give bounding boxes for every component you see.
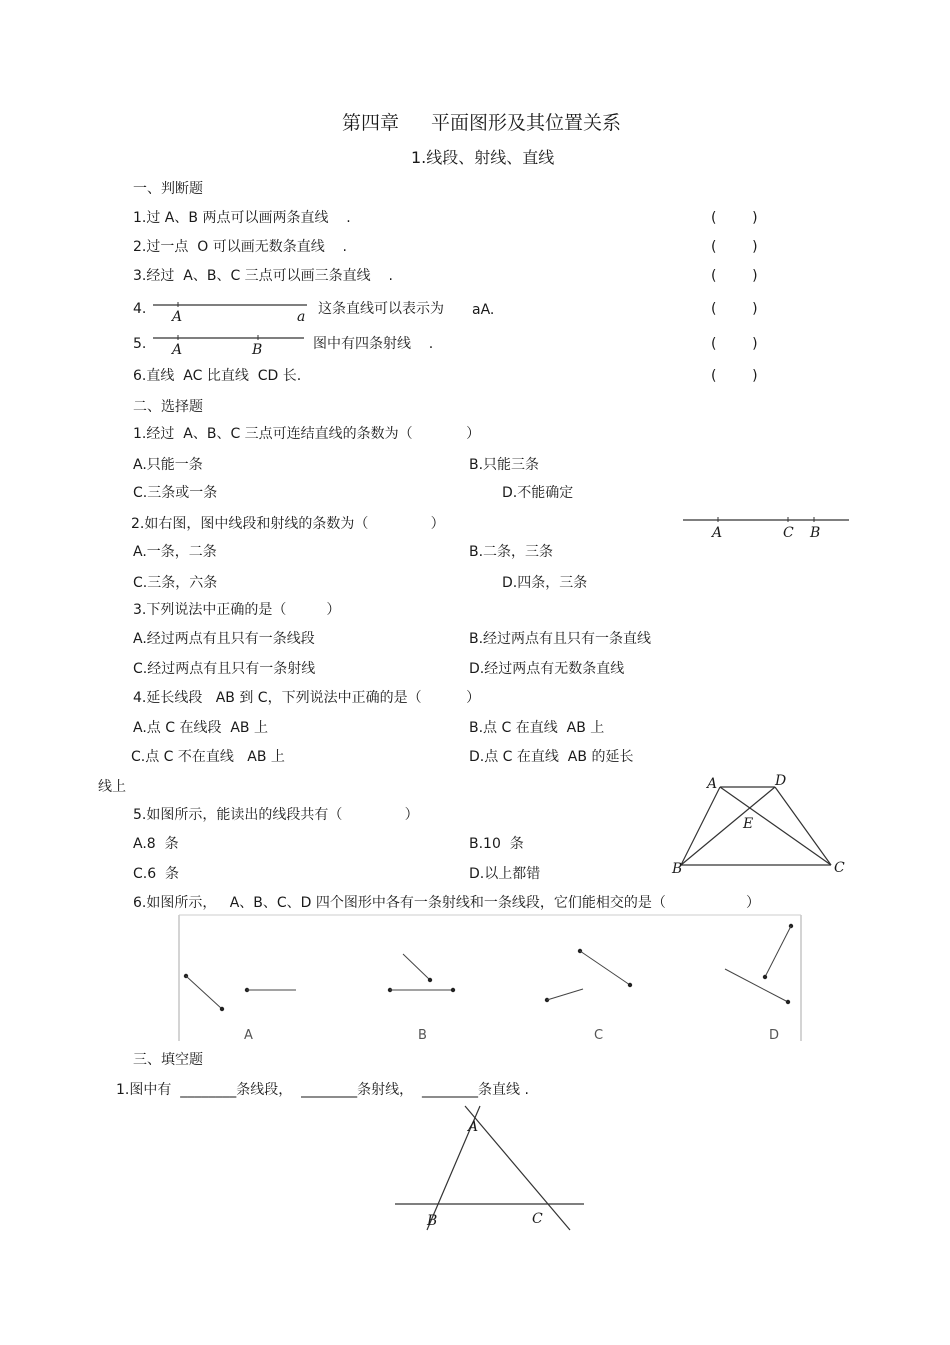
choice-q1-option-a: A.只能一条 (133, 457, 203, 473)
choice-q3-option-d: D.经过两点有无数条直线 (469, 661, 625, 677)
choice-q1-option-d: D.不能确定 (502, 485, 574, 501)
part1-heading: 一、判断题 (133, 181, 203, 197)
judge-q5-bracket: ( ) (711, 336, 758, 352)
fill-q1: 1.图中有 ________条线段， ________条射线， ________条直线 . (116, 1082, 529, 1098)
judge-q4-number: 4. (133, 301, 147, 317)
choice-q1-option-c: C.三条或一条 (133, 485, 218, 501)
choice-q1-option-b: B.只能三条 (469, 457, 540, 473)
choice-q4-option-d: D.点 C 在直线 AB 的延长 (469, 749, 634, 765)
choice-q3-option-b: B.经过两点有且只有一条直线 (469, 631, 652, 647)
label-point-a: A (172, 309, 183, 325)
choice-q3-option-a: A.经过两点有且只有一条线段 (133, 631, 315, 647)
label-line-a: a (297, 309, 306, 325)
choice-q4-option-c: C.点 C 不在直线 AB 上 (131, 749, 285, 765)
panel-c (545, 949, 632, 1043)
panel-d-label: D (769, 1028, 780, 1043)
judge-q5-line-figure (150, 330, 310, 360)
label-point-d: D (775, 773, 787, 789)
judge-q4-bracket: ( ) (711, 301, 758, 317)
judge-q1-bracket: ( ) (711, 210, 758, 226)
judge-q5-text: 图中有四条射线 . (313, 336, 434, 352)
choice-q5: 5.如图所示，能读出的线段共有（ ） (133, 807, 419, 823)
section-title: 1.线段、射线、直线 (411, 148, 555, 167)
choice-q2-option-b: B.二条，三条 (469, 544, 554, 560)
label-point-a: A (707, 776, 718, 792)
judge-q6-bracket: ( ) (711, 368, 758, 384)
judge-q5-number: 5. (133, 336, 147, 352)
choice-q4-option-b: B.点 C 在直线 AB 上 (469, 720, 605, 736)
panel-d (725, 924, 793, 1043)
choice-q2-option-a: A.一条，二条 (133, 544, 217, 560)
chapter-number: 第四章 (342, 112, 400, 134)
label-point-c: C (532, 1211, 543, 1227)
judge-q4-notation: aA. (472, 302, 495, 318)
judge-q2: 2.过一点 O 可以画无数条直线 . (133, 239, 347, 255)
label-point-a: A (172, 342, 183, 358)
label-point-a: A (712, 525, 723, 541)
choice-q2-option-d: D.四条，三条 (502, 575, 588, 591)
choice-q5-option-c: C.6 条 (133, 866, 180, 882)
fill-q1-triangle-figure (392, 1103, 592, 1238)
choice-q4-option-a: A.点 C 在线段 AB 上 (133, 720, 268, 736)
choice-q4: 4.延长线段 AB 到 C，下列说法中正确的是（ ） (133, 690, 481, 706)
judge-q6: 6.直线 AC 比直线 CD 长. (133, 368, 302, 384)
judge-q1: 1.过 A、B 两点可以画两条直线 . (133, 210, 351, 226)
choice-q6: 6.如图所示， A、B、C、D 四个图形中各有一条射线和一条线段，它们能相交的是（ ） (133, 895, 760, 911)
label-point-c: C (834, 860, 845, 876)
part3-heading: 三、填空题 (133, 1052, 203, 1068)
label-point-a: A (468, 1119, 479, 1135)
choice-q5-trapezoid-figure (668, 770, 848, 880)
panel-b (388, 954, 455, 1043)
choice-q5-option-d: D.以上都错 (469, 866, 541, 882)
label-point-b: B (427, 1213, 438, 1229)
panel-b-label: B (418, 1028, 427, 1043)
judge-q3-bracket: ( ) (711, 268, 758, 284)
judge-q4-text: 这条直线可以表示为 (318, 301, 444, 317)
choice-q3-option-c: C.经过两点有且只有一条射线 (133, 661, 316, 677)
label-point-b: B (672, 861, 683, 877)
panel-c-label: C (594, 1028, 604, 1043)
label-point-e: E (743, 816, 754, 832)
choice-q5-option-b: B.10 条 (469, 836, 524, 852)
label-point-b: B (810, 525, 821, 541)
panel-a-label: A (244, 1028, 253, 1043)
judge-q4-line-figure (150, 296, 320, 326)
panel-a (184, 974, 296, 1043)
label-point-b: B (252, 342, 263, 358)
choice-q6-four-panel-figure (175, 913, 805, 1043)
choice-q2-option-c: C.三条，六条 (133, 575, 218, 591)
chapter-title: 平面图形及其位置关系 (431, 112, 622, 134)
choice-q5-option-a: A.8 条 (133, 836, 179, 852)
part2-heading: 二、选择题 (133, 399, 203, 415)
choice-q4-option-d-continued: 线上 (98, 779, 126, 795)
choice-q3: 3.下列说法中正确的是（ ） (133, 602, 341, 618)
judge-q2-bracket: ( ) (711, 239, 758, 255)
choice-q2: 2.如右图，图中线段和射线的条数为（ ） (131, 516, 445, 532)
judge-q3: 3.经过 A、B、C 三点可以画三条直线 . (133, 268, 393, 284)
choice-q2-line-figure (680, 512, 860, 542)
choice-q1: 1.经过 A、B、C 三点可连结直线的条数为（ ） (133, 426, 481, 442)
label-point-c: C (783, 525, 794, 541)
